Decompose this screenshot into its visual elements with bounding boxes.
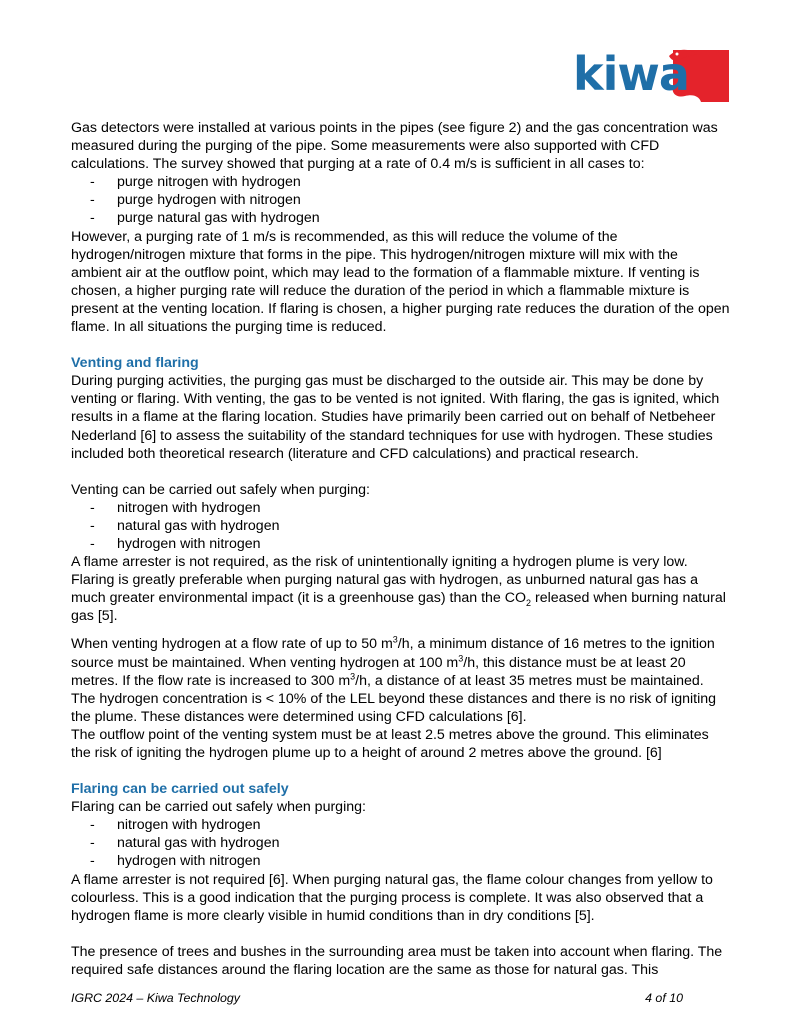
list-item: - purge nitrogen with hydrogen bbox=[71, 173, 731, 191]
trees-paragraph: The presence of trees and bushes in the surrounding area must be taken into account when flaring. The required safe distances around the flaring location are the same as those for natural gas. This bbox=[71, 943, 723, 978]
flaring-preference-paragraph: Flaring is greatly preferable when purging natural gas with hydrogen, as unburned natural gas has a much greater environmental impact (it is a greenhouse gas) than the $CO_2$ released when burning natural gas [5]. bbox=[71, 572, 726, 625]
list-item: - hydrogen with nitrogen bbox=[71, 852, 731, 870]
main-content bbox=[71, 119, 731, 979]
venting-intro: Venting can be carried out safely when purging: bbox=[71, 481, 370, 498]
list-item: - natural gas with hydrogen bbox=[71, 834, 731, 852]
venting-heading: Venting and flaring bbox=[71, 355, 199, 372]
list-item: - hydrogen with nitrogen bbox=[71, 535, 731, 553]
intro-list bbox=[71, 173, 731, 227]
venting-list bbox=[71, 499, 731, 553]
intro-paragraph: Gas detectors were installed at various points in the pipes (see figure 2) and the gas concentration was measured during the purging of the pipe. Some measurements were also supported with CFD calculations. The survey showed that purging at a rate of 0.4 m/s is sufficient in all cases to: bbox=[71, 120, 718, 173]
flaring-intro: Flaring can be carried out safely when purging: bbox=[71, 799, 366, 816]
list-item: - nitrogen with hydrogen bbox=[71, 499, 731, 517]
flame-arrester-paragraph: A flame arrester is not required, as the risk of unintentionally igniting a hydrogen plume is very low. bbox=[71, 554, 688, 571]
flaring-list bbox=[71, 816, 731, 870]
flaring-heading: Flaring can be carried out safely bbox=[71, 781, 289, 798]
purging-rate-paragraph: However, a purging rate of 1 m/s is recommended, as this will reduce the volume of the hydrogen/nitrogen mixture that forms in the pipe. This hydrogen/nitrogen mixture will mix with the ambient air at the outflow point, which may lead to the formation of a flammable mixture. If venting is chosen, a higher purging rate will reduce the duration of the period in which a flammable mixture is present at the venting location. If flaring is chosen, a higher purging rate reduces the duration of the open flame. In all situations the purging time is reduced. bbox=[71, 228, 730, 336]
list-item: - purge hydrogen with nitrogen bbox=[71, 191, 731, 209]
list-item: - natural gas with hydrogen bbox=[71, 517, 731, 535]
footer-title: IGRC 2024 – Kiwa Technology bbox=[71, 991, 240, 1005]
list-item: - nitrogen with hydrogen bbox=[71, 816, 731, 834]
page-number: 4 of 10 bbox=[645, 991, 683, 1005]
logo-text: kiwa bbox=[573, 47, 689, 101]
outflow-paragraph: The outflow point of the venting system must be at least 2.5 metres above the ground. This eliminates the risk of igniting the hydrogen plume up to a height of around 2 metres above the ground. [6] bbox=[71, 726, 709, 761]
flame-colour-paragraph: A flame arrester is not required [6]. When purging natural gas, the flame colour changes from yellow to colourless. This is a good indication that the purging process is complete. It was also observed that a hydrogen flame is more clearly visible in humid conditions than in dry conditions [5]. bbox=[71, 871, 713, 924]
venting-distance-paragraph: When venting hydrogen at a flow rate of up to 50 $m^3/h$, a minimum distance of 16 metres to the ignition source must be maintained. When venting hydrogen at 100 $m^3/h$, this distance must be at least 20 metres. If the flow rate is increased to 300 $m^3/h$, a distance of at least 35 metres must be maintained. The hydrogen concentration is < 10% of the LEL beyond these distances and there is no risk of igniting the plume. These distances were determined using CFD calculations [6]. bbox=[71, 634, 717, 725]
venting-paragraph: During purging activities, the purging gas must be discharged to the outside air. This may be done by venting or flaring. With venting, the gas to be vented is not ignited. With flaring, the gas is ignited, which results in a flame at the flaring location. Studies have primarily been carried out on behalf of Netbeheer Nederland [6] to assess the suitability of the standard techniques for use with hydrogen. These studies included both theoretical research (literature and CFD calculations) and practical research. bbox=[71, 373, 720, 462]
kiwa-logo bbox=[573, 46, 729, 102]
list-item: - purge natural gas with hydrogen bbox=[71, 209, 731, 227]
